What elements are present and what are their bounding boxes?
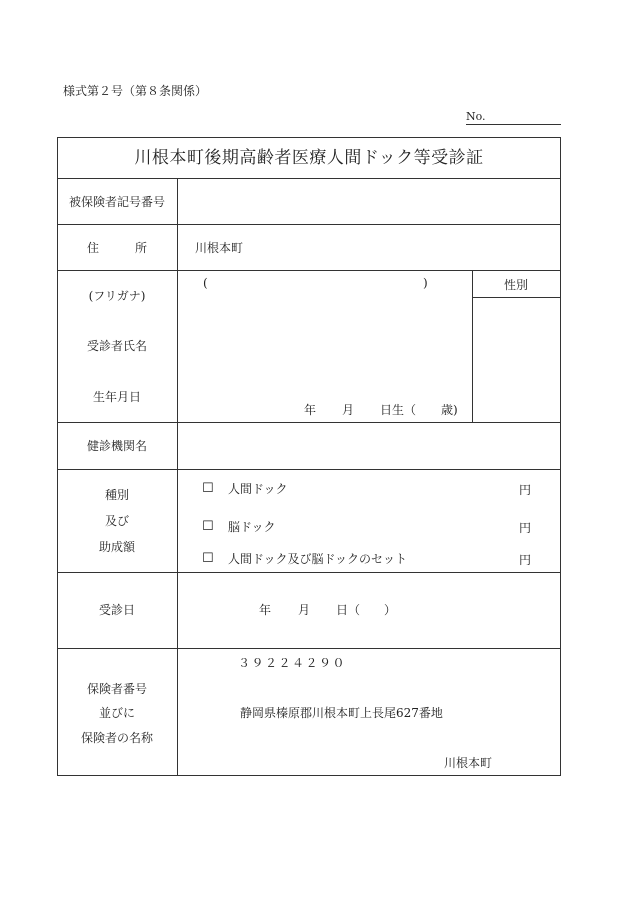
visit-year-unit: 年 — [259, 603, 272, 617]
visit-month-unit: 月 — [298, 603, 311, 617]
birth-day-unit: 日生（ — [380, 403, 417, 417]
insured-number-field[interactable] — [178, 179, 560, 223]
and-label: 並びに — [98, 706, 135, 720]
yen-unit: 円 — [519, 483, 532, 497]
divider — [57, 648, 561, 649]
visit-paren-close: ） — [384, 603, 397, 617]
age-unit: 歳) — [441, 403, 458, 417]
furigana-paren-close: ) — [423, 276, 428, 290]
insured-number-label: 被保険者記号番号 — [68, 195, 165, 209]
number-field-line[interactable] — [466, 124, 561, 125]
address-value[interactable]: 川根本町 — [195, 241, 244, 255]
insurer-number-label: 保険者番号 — [86, 682, 147, 696]
insurer-number: ３９２２４２９０ — [238, 656, 347, 670]
and-label: 及び — [104, 514, 129, 528]
number-label: No. — [466, 110, 486, 123]
checkbox-brain-dock[interactable]: ☐ — [202, 519, 214, 534]
visit-date-label: 受診日 — [98, 603, 135, 617]
name-field[interactable] — [180, 300, 470, 390]
checkbox-ningen-dock[interactable]: ☐ — [202, 481, 214, 496]
option-dock-set: 人間ドック及び脳ドックのセット — [228, 552, 408, 566]
yen-unit: 円 — [519, 553, 532, 567]
birthdate-label: 生年月日 — [92, 390, 141, 404]
furigana-label: (フリガナ) — [88, 289, 146, 303]
subsidy-label: 助成額 — [98, 540, 135, 554]
visit-day-unit: 日（ — [336, 603, 361, 617]
divider — [57, 469, 561, 470]
type-label: 種別 — [104, 488, 129, 502]
name-label: 受診者氏名 — [86, 339, 147, 353]
form-title: 川根本町後期高齢者医療人間ドック等受診証 — [134, 148, 484, 168]
yen-unit: 円 — [519, 521, 532, 535]
furigana-field[interactable] — [210, 274, 420, 292]
address-label: 住 所 — [86, 241, 147, 255]
option-brain-dock: 脳ドック — [228, 520, 276, 534]
form-id: 様式第２号（第８条関係） — [63, 84, 208, 98]
clinic-field[interactable] — [178, 423, 560, 468]
divider — [57, 224, 561, 225]
insurer-name: 川根本町 — [444, 756, 493, 770]
birth-year-unit: 年 — [304, 403, 317, 417]
divider — [57, 572, 561, 573]
gender-field[interactable] — [473, 298, 560, 421]
option-ningen-dock: 人間ドック — [228, 482, 288, 496]
clinic-label: 健診機関名 — [86, 439, 147, 453]
insurer-address: 静岡県榛原郡川根本町上長尾627番地 — [240, 706, 443, 720]
divider — [57, 270, 561, 271]
insurer-name-label: 保険者の名称 — [80, 731, 153, 745]
birth-month-unit: 月 — [342, 403, 355, 417]
checkbox-dock-set[interactable]: ☐ — [202, 551, 214, 566]
furigana-paren-open: ( — [203, 276, 208, 290]
column-divider — [177, 178, 178, 776]
gender-label: 性別 — [504, 278, 529, 292]
